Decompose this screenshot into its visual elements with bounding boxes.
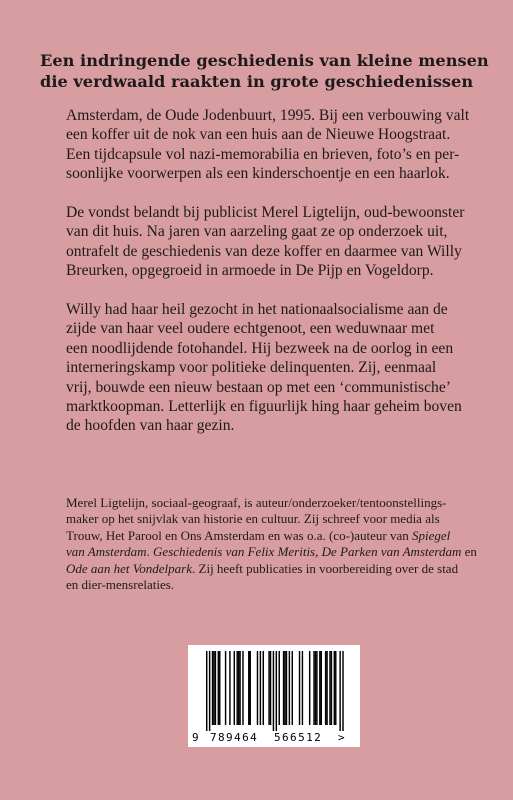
barcode-bar <box>279 651 280 725</box>
blurb-line: soonlijke voorwerpen als een kinderschoentje en een haarlok. <box>66 165 450 183</box>
blurb-line: Breurken, opgegroeid in armoede in De Pijp en Vogeldorp. <box>66 262 434 280</box>
blurb-line: van dit huis. Na jaren van aarzeling gaat ze op onderzoek uit, <box>66 223 448 241</box>
barcode-bar <box>292 651 293 725</box>
bio-line <box>66 528 450 544</box>
barcode-bar <box>215 651 216 725</box>
blurb-line: zijde van haar veel oudere echtgenoot, een weduwnaar met <box>66 320 435 338</box>
barcode-bar <box>212 651 213 725</box>
barcode-bar <box>309 651 310 725</box>
barcode-bar <box>270 651 271 725</box>
barcode-bar <box>236 651 237 725</box>
blurb-paragraph-1 <box>66 106 470 184</box>
barcode-bar <box>334 651 335 725</box>
bio-line: en dier-mensrelaties. <box>66 577 175 593</box>
bio-line: maker op het snijvlak van historie en cultuur. Zij schreef voor media als <box>66 511 440 527</box>
barcode-bar <box>242 651 243 725</box>
barcode-bar <box>335 651 336 725</box>
barcode-bar <box>213 651 214 725</box>
isbn-barcode <box>188 645 360 747</box>
barcode-bar <box>326 651 327 725</box>
barcode-bar <box>284 651 285 725</box>
barcode-bar <box>268 651 269 725</box>
barcode-bar <box>329 651 330 725</box>
book-title: van Amsterdam <box>66 544 147 560</box>
author-bio <box>66 495 477 593</box>
barcode-bar <box>225 651 226 725</box>
blurb-line: interneringskamp voor politieke delinquenten. Zij, eenmaal <box>66 359 437 377</box>
barcode-bar <box>273 651 274 731</box>
blurb-line: Amsterdam, de Oude Jodenbuurt, 1995. Bij een verbouwing valt <box>66 107 470 124</box>
isbn-group-left: 789464 <box>210 731 259 744</box>
blurb-paragraph-2 <box>66 203 465 281</box>
barcode-bar <box>316 651 317 725</box>
barcode-bar <box>206 651 207 731</box>
blurb-line: Willy had haar heil gezocht in het nationaalsocialisme aan de <box>66 301 448 319</box>
barcode-bar <box>331 651 332 725</box>
barcode-bar <box>229 651 230 725</box>
barcode-bar <box>299 651 300 725</box>
barcode-bar <box>315 651 316 725</box>
barcode-bar <box>319 651 320 725</box>
isbn-arrow: > <box>338 731 347 744</box>
bio-text: . <box>146 544 154 560</box>
barcode-bar <box>302 651 303 725</box>
barcode-bar <box>339 651 340 731</box>
isbn-first-digit: 9 <box>192 731 201 744</box>
barcode-bar <box>209 651 210 731</box>
book-title: Geschiedenis van Felix Meritis <box>153 544 316 560</box>
barcode-bar <box>218 651 219 725</box>
barcode-bar <box>283 651 284 725</box>
bio-text: . Zij heeft publicaties in voorbereiding over de stad <box>192 560 459 576</box>
bio-text: en <box>461 544 477 560</box>
bio-text: Trouw, Het Parool en Ons Amsterdam en was o.a. (co-)auteur van <box>66 527 412 543</box>
barcode-bar <box>234 651 235 725</box>
barcode-bar <box>325 651 326 725</box>
headline-line-2: die verdwaald raakten in grote geschiedenissen <box>40 72 474 91</box>
bio-line <box>66 560 459 577</box>
bio-line: Merel Ligtelijn, sociaal-geograaf, is auteur/onderzoeker/tentoonstellings- <box>66 495 447 510</box>
barcode-bar <box>313 651 314 725</box>
barcode-bar <box>239 651 240 725</box>
bio-text: , <box>315 544 322 560</box>
isbn-group-right: 566512 <box>274 731 323 744</box>
barcode-bar <box>260 651 261 725</box>
barcode-bar <box>276 651 277 731</box>
barcode-bar <box>289 651 290 725</box>
barcode-bar <box>250 651 251 725</box>
blurb-text <box>66 106 470 455</box>
book-title: Ode aan het Vondelpark <box>66 560 193 576</box>
barcode-bar <box>238 651 239 725</box>
barcode-bar <box>342 651 343 731</box>
blurb-paragraph-3 <box>66 300 462 436</box>
barcode-bar <box>263 651 264 725</box>
headline-line-1: Een indringende geschiedenis van kleine mensen <box>40 51 489 70</box>
book-title: De Parken van Amsterdam <box>321 544 462 560</box>
blurb-line: De vondst belandt bij publicist Merel Ligtelijn, oud-bewoonster <box>66 204 465 222</box>
barcode-bar <box>248 651 249 725</box>
bio-line <box>66 544 477 560</box>
barcode-bar <box>286 651 287 725</box>
barcode-bar <box>257 651 258 725</box>
blurb-line: marktkoopman. Letterlijk en figuurlijk hing haar geheim boven <box>66 398 462 416</box>
back-cover-headline <box>40 50 489 92</box>
blurb-line: Een tijdcapsule vol nazi-memorabilia en brieven, foto’s en per- <box>66 145 460 163</box>
blurb-line: de hoofden van haar gezin. <box>66 417 235 435</box>
barcode-bars <box>188 645 360 731</box>
barcode-bar <box>219 651 220 725</box>
blurb-line: een noodlijdende fotohandel. Hij bezweek na de oorlog in een <box>66 339 454 357</box>
blurb-line: vrij, bouwde een nieuw bestaan op met een ‘communistische’ <box>66 378 451 396</box>
barcode-bar <box>321 651 322 725</box>
blurb-line: ontrafelt de geschiedenis van deze koffer en daarmee van Willy <box>66 242 462 260</box>
blurb-line: een koffer uit de nok van een huis aan de Nieuwe Hoogstraat. <box>66 126 451 144</box>
book-title: Spiegel <box>412 527 451 543</box>
